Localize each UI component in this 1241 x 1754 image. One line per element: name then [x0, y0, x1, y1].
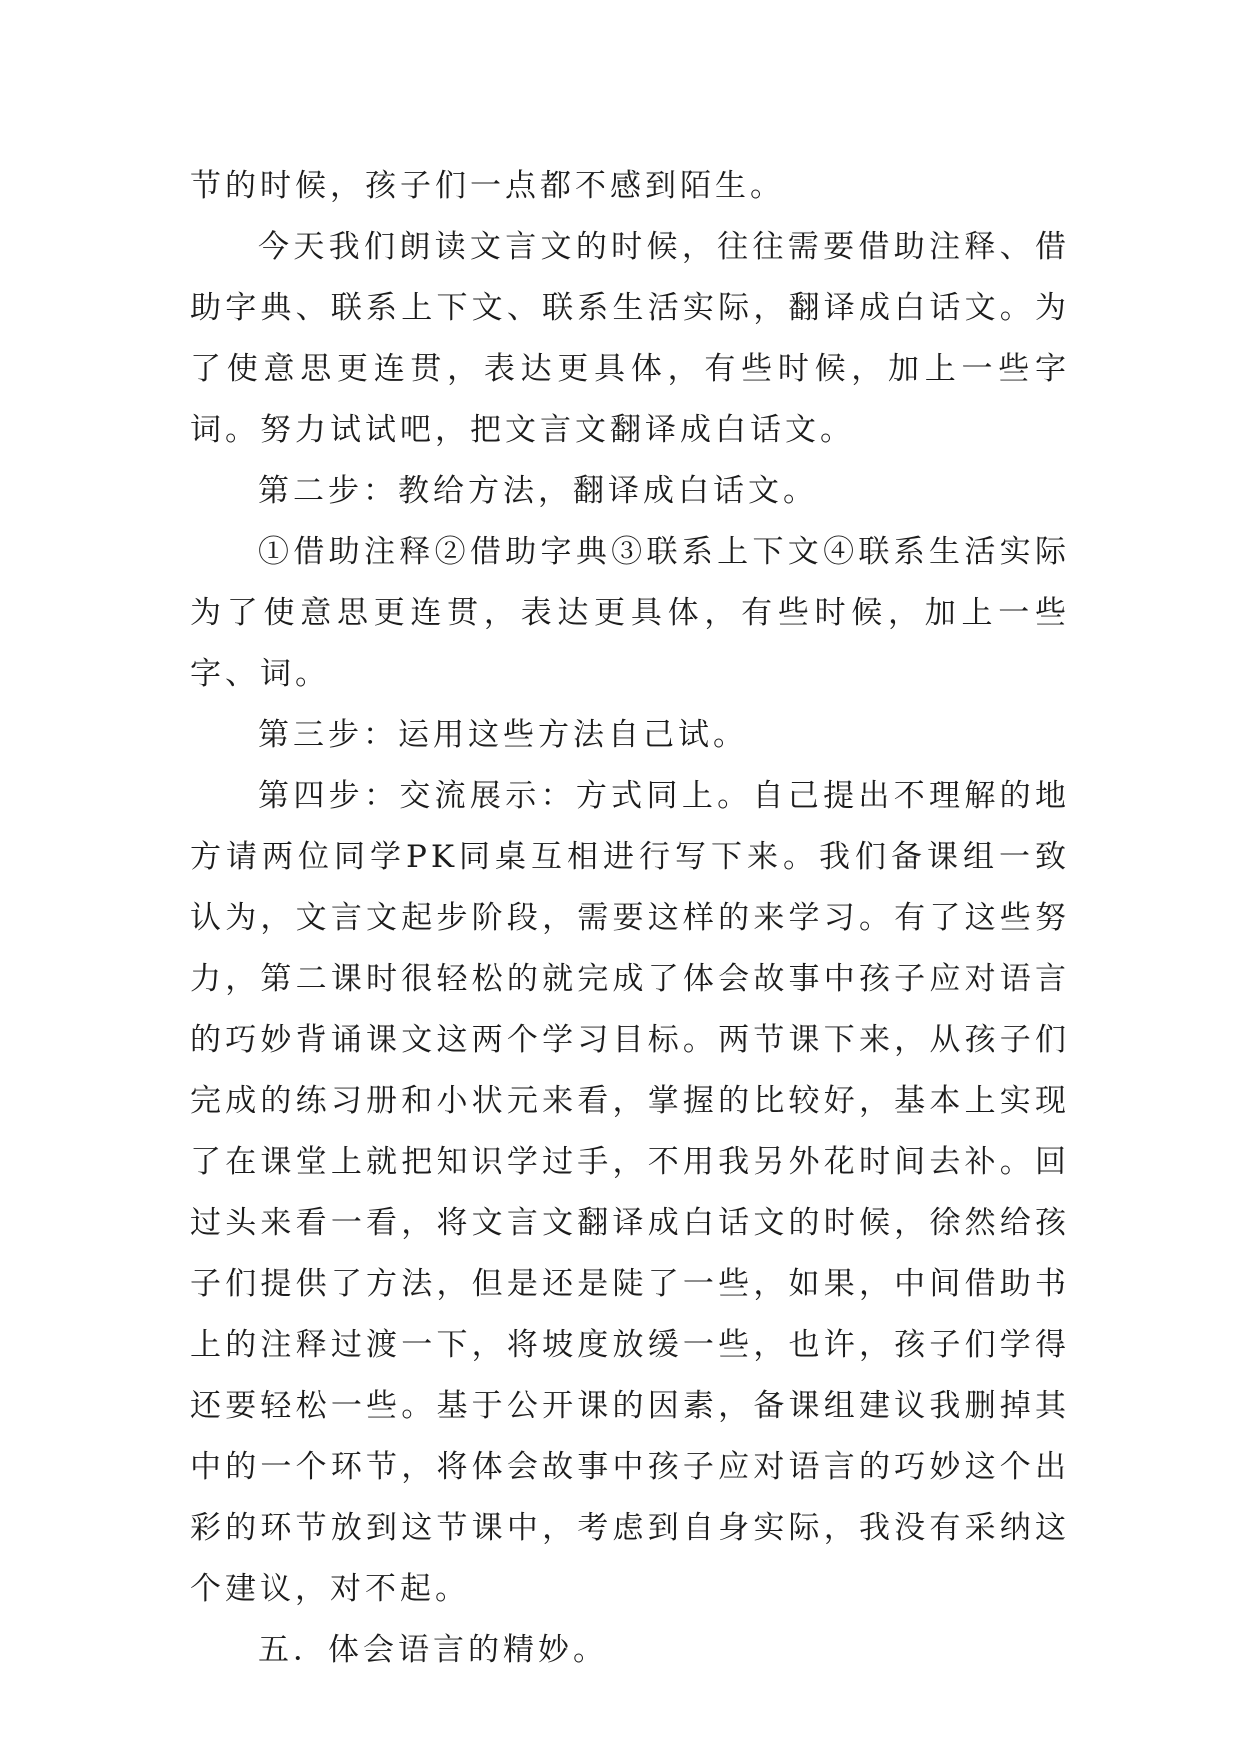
paragraph-step-three: 第三步：运用这些方法自己试。: [258, 717, 748, 753]
paragraph-reading-method: 今天我们朗读文言文的时候，往往需要借助注释、借助字典、联系上下文、联系生活实际，翻译成白话文。为了使意思更连贯，表达更具体，有些时候，加上一些字词。努力试试吧，把文言文翻译成白话文。: [190, 229, 1070, 448]
paragraph-continuation: 节的时候，孩子们一点都不感到陌生。: [190, 168, 785, 204]
document-body: [190, 156, 1070, 1681]
paragraph-method-list: ①借助注释②借助字典③联系上下文④联系生活实际为了使意思更连贯，表达更具体，有些时候，加上一些字、词。: [190, 534, 1070, 692]
paragraph-step-two: 第二步：教给方法，翻译成白话文。: [258, 473, 818, 509]
paragraph-step-four: 第四步：交流展示：方式同上。自己提出不理解的地方请两位同学PK同桌互相进行写下来。我们备课组一致认为，文言文起步阶段，需要这样的来学习。有了这些努力，第二课时很轻松的就完成了体会故事中孩子应对语言的巧妙背诵课文这两个学习目标。两节课下来，从孩子们完成的练习册和小状元来看，掌握的比较好，基本上实现了在课堂上就把知识学过手，不用我另外花时间去补。回过头来看一看，将文言文翻译成白话文的时候，徐然给孩子们提供了方法，但是还是陡了一些，如果，中间借助书上的注释过渡一下，将坡度放缓一些，也许，孩子们学得还要轻松一些。基于公开课的因素，备课组建议我删掉其中的一个环节，将体会故事中孩子应对语言的巧妙这个出彩的环节放到这节课中，考虑到自身实际，我没有采纳这个建议，对不起。: [190, 778, 1070, 1607]
section-heading-five: 五．体会语言的精妙。: [258, 1632, 608, 1668]
